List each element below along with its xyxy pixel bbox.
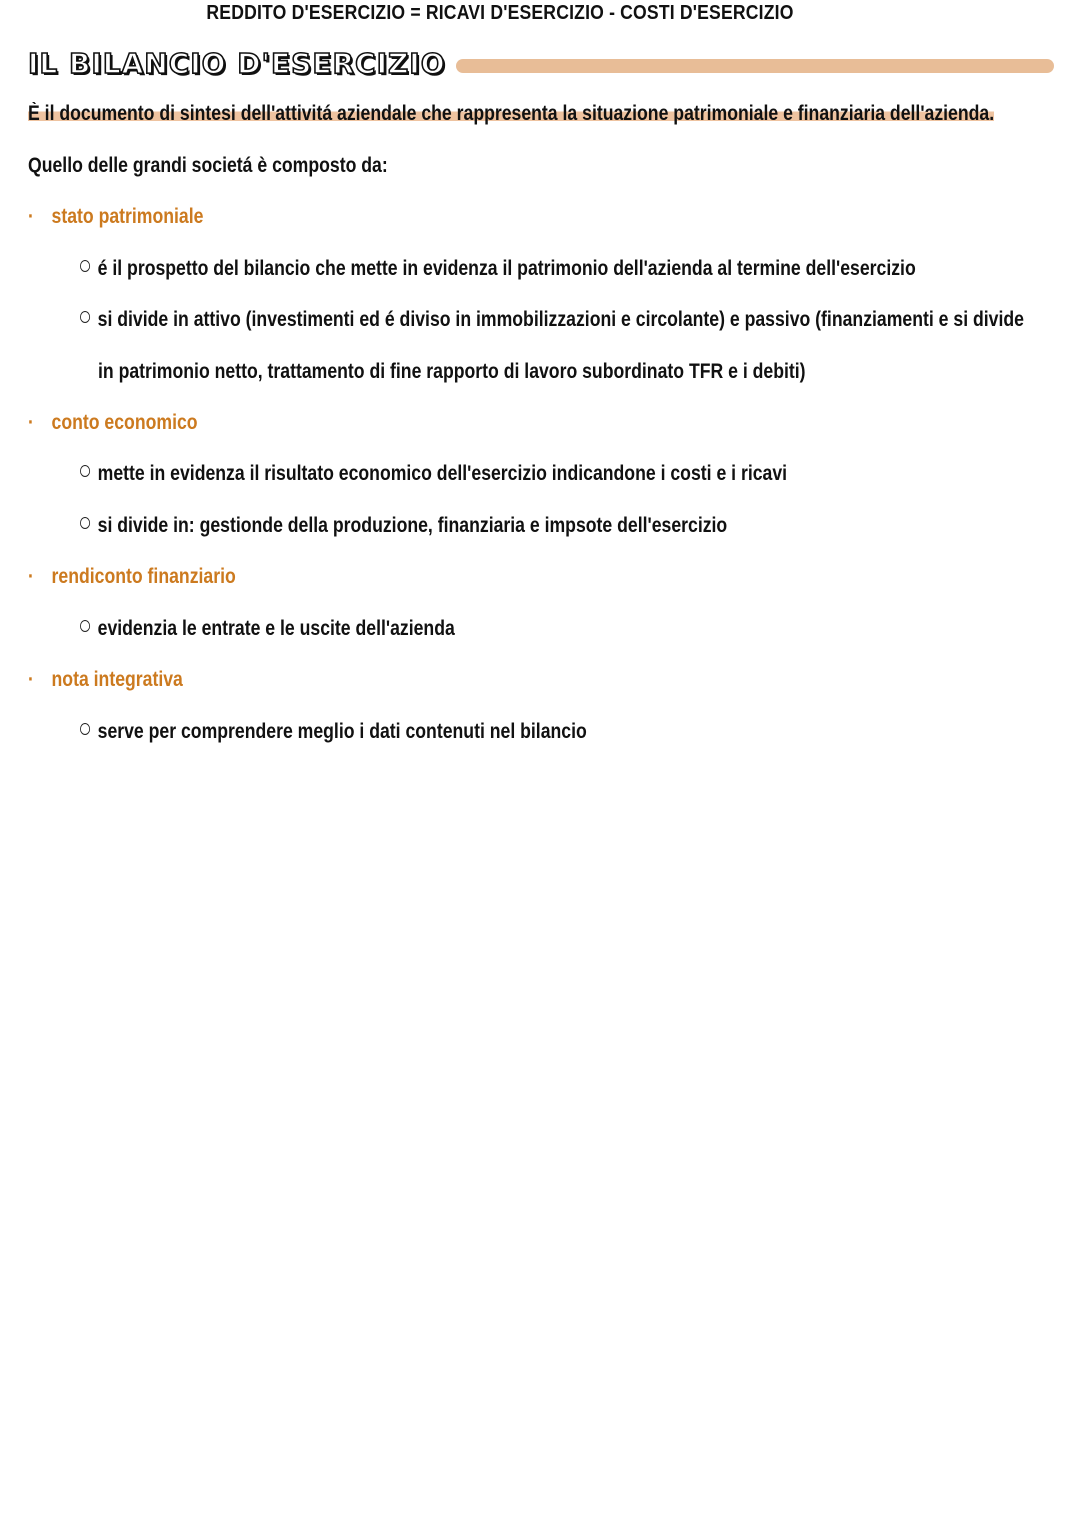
- list-item-text: serve per comprendere meglio i dati contenuti nel bilancio: [97, 720, 587, 743]
- section-heading-label: nota integrativa: [51, 668, 183, 691]
- list-item: [80, 718, 587, 746]
- circle-bullet-icon: [80, 465, 90, 477]
- definition-line: [28, 100, 994, 128]
- title-underline-bar: [456, 59, 1054, 73]
- bullet-icon: ·: [28, 668, 34, 691]
- section-heading-label: rendiconto finanziario: [51, 565, 236, 588]
- list-item: [80, 615, 455, 643]
- bullet-icon: ·: [28, 205, 34, 228]
- list-item-text: mette in evidenza il risultato economico dell'esercizio indicandone i costi e i ricavi: [97, 462, 788, 485]
- section-heading-conto-economico: [28, 409, 198, 437]
- list-item-text: si divide in: gestionde della produzione, finanziaria e impsote dell'esercizio: [97, 514, 728, 537]
- list-item: [80, 255, 916, 283]
- list-item: [80, 512, 727, 540]
- section-heading-nota-integrativa: [28, 666, 183, 694]
- circle-bullet-icon: [80, 260, 90, 272]
- section-heading-stato-patrimoniale: [28, 203, 203, 231]
- definition-text: È il documento di sintesi dell'attivitá aziendale che rappresenta la situazione patrimoniale e finanziaria dell'azienda.: [28, 102, 995, 125]
- title-row: [28, 44, 1054, 84]
- section-heading-rendiconto-finanziario: [28, 563, 236, 591]
- list-item: [80, 460, 787, 488]
- circle-bullet-icon: [80, 620, 90, 632]
- income-formula: REDDITO D'ESERCIZIO = RICAVI D'ESERCIZIO - COSTI D'ESERCIZIO: [206, 2, 794, 24]
- section-heading-label: conto economico: [51, 411, 198, 434]
- bullet-icon: ·: [28, 565, 34, 588]
- list-item-text: si divide in attivo (investimenti ed é diviso in immobilizzazioni e circolante) e passivo (finanziamenti e si divide: [97, 308, 1024, 331]
- list-item-text: é il prospetto del bilancio che mette in evidenza il patrimonio dell'azienda al termine dell'esercizio: [97, 257, 916, 280]
- list-item: [80, 306, 1024, 334]
- circle-bullet-icon: [80, 311, 90, 323]
- list-item-continuation: in patrimonio netto, trattamento di fine rapporto di lavoro subordinato TFR e i debiti): [98, 360, 806, 383]
- list-item-text: evidenzia le entrate e le uscite dell'azienda: [97, 617, 455, 640]
- intro-line: Quello delle grandi societá è composto da:: [28, 154, 388, 177]
- section-heading-label: stato patrimoniale: [51, 205, 204, 228]
- circle-bullet-icon: [80, 517, 90, 529]
- bullet-icon: ·: [28, 411, 34, 434]
- page-title: IL BILANCIO D'ESERCIZIO: [28, 47, 446, 80]
- circle-bullet-icon: [80, 723, 90, 735]
